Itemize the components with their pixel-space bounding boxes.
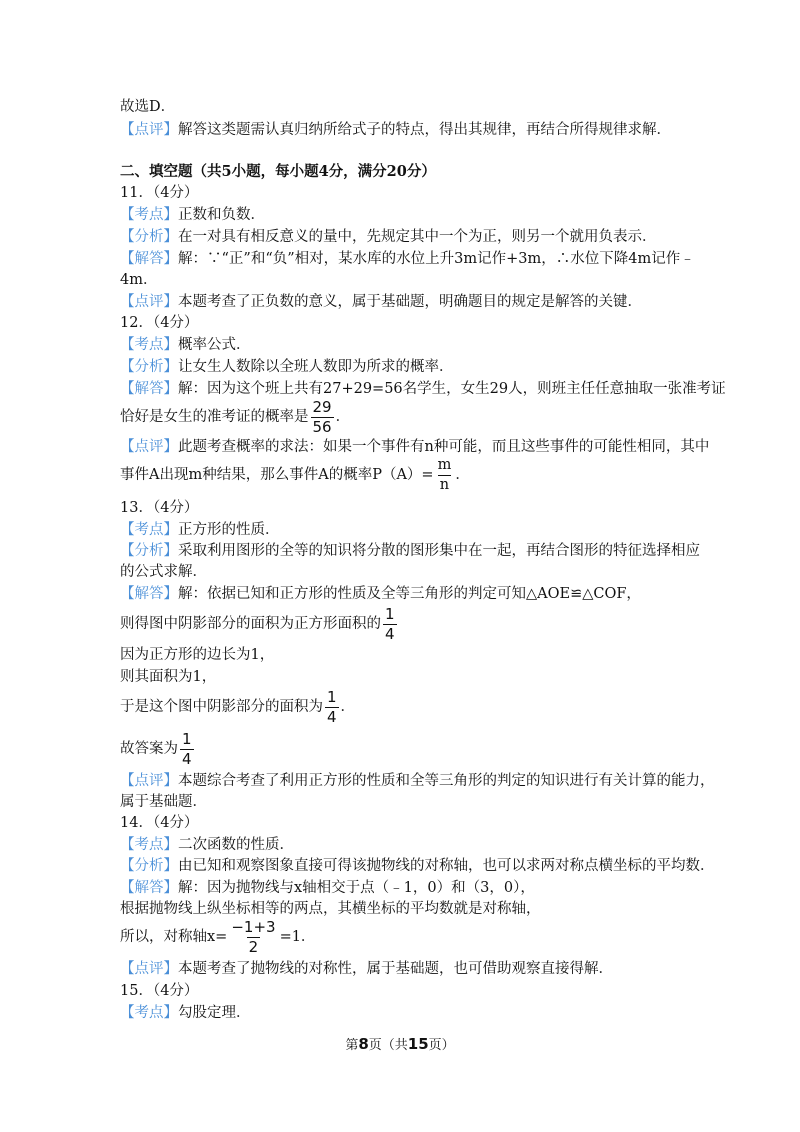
fraction: $\frac{1}{4}$: [385, 604, 395, 643]
solution-line: 于是这个图中阴影部分的面积为 $\frac{1}{4}$ ．: [120, 687, 356, 726]
solution-line: 根据抛物线上纵坐标相等的两点，其横坐标的平均数就是对称轴，: [120, 901, 541, 917]
solution-line: 【解答】解：因为抛物线与x轴相交于点（﹣1，0）和（3，0），: [120, 880, 535, 896]
topic-tag: 【考点】: [120, 837, 178, 853]
fraction: $\frac{1}{4}$: [182, 729, 192, 768]
solution-line: 【解答】解：∵“正”和“负”相对，某水库的水位上升3m记作+3m，∴水位下降4m记作﹣: [120, 251, 695, 267]
analysis-line: 【分析】采取利用图形的全等的知识将分散的图形集中在一起，再结合图形的特征选择相应: [120, 543, 700, 559]
solution-line: 故答案为 $\frac{1}{4}$: [120, 729, 192, 768]
solution-line: 因为正方形的边长为1，: [120, 647, 275, 663]
section-heading: 二、填空题（共5小题，每小题4分，满分20分）: [120, 163, 436, 180]
analysis-line: 【分析】在一对具有相反意义的量中，先规定其中一个为正，则另一个就用负表示．: [120, 229, 657, 245]
analysis-line: 【分析】由已知和观察图象直接可得该抛物线的对称轴，也可以求两对称点横坐标的平均数．: [120, 858, 715, 874]
solution-line: 则得图中阴影部分的面积为正方形面积的 $\frac{1}{4}$: [120, 604, 395, 643]
comment-tag: 【点评】: [120, 122, 178, 138]
topic-tag: 【考点】: [120, 522, 178, 538]
comment-line: 【点评】本题综合考查了利用正方形的性质和全等三角形的判定的知识进行有关计算的能力，: [120, 773, 715, 789]
comment-tag: 【点评】: [120, 294, 178, 310]
question-number: 15．（4分）: [120, 983, 199, 999]
topic-line: 【考点】勾股定理．: [120, 1005, 251, 1021]
topic-tag: 【考点】: [120, 207, 178, 223]
topic-tag: 【考点】: [120, 337, 178, 353]
comment-line: 【点评】解答这类题需认真归纳所给式子的特点，得出其规律，再结合所得规律求解．: [120, 122, 671, 138]
topic-line: 【考点】正方形的性质．: [120, 522, 280, 538]
fraction: $\frac{1}{4}$: [327, 687, 337, 726]
fraction: $\frac{m}{n}$: [437, 457, 452, 493]
topic-line: 【考点】概率公式．: [120, 337, 251, 353]
solution-line: 所以，对称轴x= $\frac{-1+3}{2}$ =1．: [120, 917, 316, 956]
topic-line: 【考点】正数和负数．: [120, 207, 265, 223]
page-footer: 第8页（共15页）: [345, 1035, 455, 1053]
question-number: 11．（4分）: [120, 185, 199, 201]
topic-tag: 【考点】: [120, 1005, 178, 1021]
comment-tag: 【点评】: [120, 439, 178, 455]
answer-choice: 故选D．: [120, 99, 176, 115]
question-number: 13．（4分）: [120, 500, 199, 516]
solution-tag: 【解答】: [120, 381, 178, 397]
solution-line: 【解答】解：依据已知和正方形的性质及全等三角形的判定可知△AOE≌△COF，: [120, 586, 641, 602]
fraction: $\frac{-1+3}{2}$: [231, 917, 276, 956]
topic-line: 【考点】二次函数的性质．: [120, 837, 294, 853]
analysis-tag: 【分析】: [120, 543, 178, 559]
solution-line: 4m．: [120, 272, 158, 288]
solution-line: 【解答】解：因为这个班上共有27+29=56名学生，女生29人，则班主任任意抽取一张准考证: [120, 381, 726, 397]
comment-line: 属于基础题．: [120, 794, 207, 810]
analysis-tag: 【分析】: [120, 858, 178, 874]
question-number: 12．（4分）: [120, 315, 199, 331]
comment-tag: 【点评】: [120, 961, 178, 977]
analysis-tag: 【分析】: [120, 229, 178, 245]
question-number: 14．（4分）: [120, 815, 199, 831]
fraction: $\frac{29}{56}$: [312, 397, 332, 436]
comment-line: 事件A出现m种结果，那么事件A的概率P（A）= $\frac{m}{n}$ ．: [120, 457, 470, 493]
solution-tag: 【解答】: [120, 586, 178, 602]
comment-tag: 【点评】: [120, 773, 178, 789]
comment-line: 【点评】本题考查了抛物线的对称性，属于基础题，也可借助观察直接得解．: [120, 961, 613, 977]
analysis-line: 的公式求解．: [120, 564, 207, 580]
page-total: 15: [407, 1035, 429, 1053]
solution-tag: 【解答】: [120, 880, 178, 896]
solution-line: 恰好是女生的准考证的概率是 $\frac{29}{56}$ ．: [120, 397, 351, 436]
comment-line: 【点评】本题考查了正负数的意义，属于基础题，明确题目的规定是解答的关键．: [120, 294, 642, 310]
analysis-tag: 【分析】: [120, 359, 178, 375]
analysis-line: 【分析】让女生人数除以全班人数即为所求的概率．: [120, 359, 454, 375]
solution-line: 则其面积为1，: [120, 669, 217, 685]
page-number: 8: [358, 1035, 369, 1053]
solution-tag: 【解答】: [120, 251, 178, 267]
comment-line: 【点评】此题考查概率的求法：如果一个事件有n种可能，而且这些事件的可能性相同，其中: [120, 439, 710, 455]
